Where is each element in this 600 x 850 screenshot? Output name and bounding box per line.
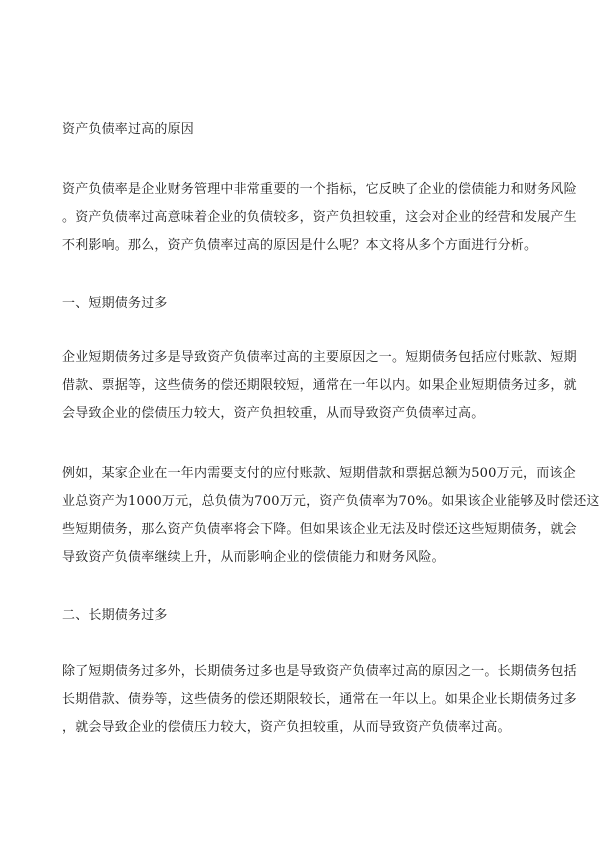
section-2-para-1-line-1: 除了短期债务过多外，长期债务过多也是导致资产负债率过高的原因之一。长期债务包括 — [62, 664, 577, 679]
section-2-para-1-line-2: 长期借款、债券等，这些债务的偿还期限较长，通常在一年以上。如果企业长期债务过多 — [62, 692, 577, 707]
section-1-para-2-line-3: 些短期债务，那么资产负债率将会下降。但如果该企业无法及时偿还这些短期债务，就会 — [62, 522, 577, 537]
section-1-para-2-line-1: 例如，某家企业在一年内需要支付的应付账款、短期借款和票据总额为500万元，而该企 — [62, 466, 576, 481]
section-1-para-2-line-2: 业总资产为1000万元，总负债为700万元，资产负债率为70%。如果该企业能够及时偿还这 — [62, 494, 600, 509]
section-1-para-1-line-1: 企业短期债务过多是导致资产负债率过高的主要原因之一。短期债务包括应付账款、短期 — [62, 350, 577, 365]
section-1-heading: 一、短期债务过多 — [62, 296, 168, 311]
intro-line-2: 。资产负债率过高意味着企业的负债较多，资产负担较重，这会对企业的经营和发展产生 — [62, 210, 577, 225]
intro-line-3: 不利影响。那么，资产负债率过高的原因是什么呢？本文将从多个方面进行分析。 — [62, 238, 538, 253]
section-2-heading: 二、长期债务过多 — [62, 608, 168, 623]
document-title: 资产负债率过高的原因 — [62, 122, 195, 137]
section-2-para-1-line-3: ，就会导致企业的偿债压力较大，资产负担较重，从而导致资产负债率过高。 — [62, 720, 511, 735]
section-1-para-1-line-2: 借款、票据等，这些债务的偿还期限较短，通常在一年以内。如果企业短期债务过多，就 — [62, 378, 577, 393]
section-1-para-2-line-4: 导致资产负债率继续上升，从而影响企业的偿债能力和财务风险。 — [62, 550, 445, 565]
section-1-para-1-line-3: 会导致企业的偿债压力较大，资产负担较重，从而导致资产负债率过高。 — [62, 406, 485, 421]
intro-line-1: 资产负债率是企业财务管理中非常重要的一个指标，它反映了企业的偿债能力和财务风险 — [62, 182, 577, 197]
